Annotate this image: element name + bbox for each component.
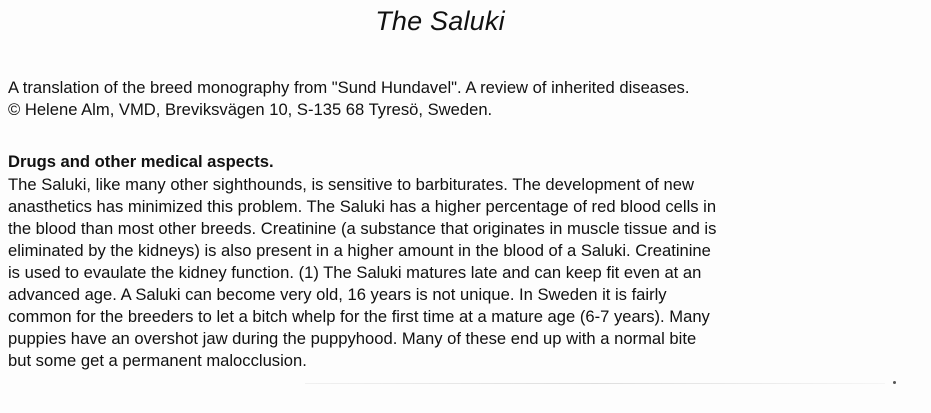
section-heading: Drugs and other medical aspects. bbox=[8, 152, 274, 171]
body-line: common for the breeders to let a bitch whelp for the first time at a mature age (6-7 years). Many bbox=[8, 307, 710, 326]
body-line: advanced age. A Saluki can become very old, 16 years is not unique. In Sweden it is fairly bbox=[8, 285, 667, 304]
body-line: anasthetics has minimized this problem. The Saluki has a higher percentage of red blood cells in bbox=[8, 197, 717, 216]
intro-block bbox=[8, 77, 923, 121]
body-line: The Saluki, like many other sighthounds, is sensitive to barbiturates. The development of new bbox=[8, 175, 694, 194]
document-title: The Saluki bbox=[375, 6, 505, 36]
scan-artifact-dot bbox=[893, 381, 896, 384]
body-line: eliminated by the kidneys) is also present in a higher amount in the blood of a Saluki. Creatinine bbox=[8, 241, 711, 260]
intro-line-author: © Helene Alm, VMD, Breviksvägen 10, S-135 68 Tyresö, Sweden. bbox=[8, 100, 493, 119]
body-line: is used to evaulate the kidney function. (1) The Saluki matures late and can keep fit even at an bbox=[8, 263, 702, 282]
scan-artifact-line bbox=[305, 383, 885, 384]
body-line: puppies have an overshot jaw during the puppyhood. Many of these end up with a normal bite bbox=[8, 329, 697, 348]
section-body bbox=[8, 174, 928, 372]
body-line: the blood than most other breeds. Creatinine (a substance that originates in muscle tissue and is bbox=[8, 219, 717, 238]
body-line: but some get a permanent malocclusion. bbox=[8, 351, 307, 370]
intro-line-translation: A translation of the breed monography from "Sund Hundavel". A review of inherited diseases. bbox=[8, 78, 690, 97]
